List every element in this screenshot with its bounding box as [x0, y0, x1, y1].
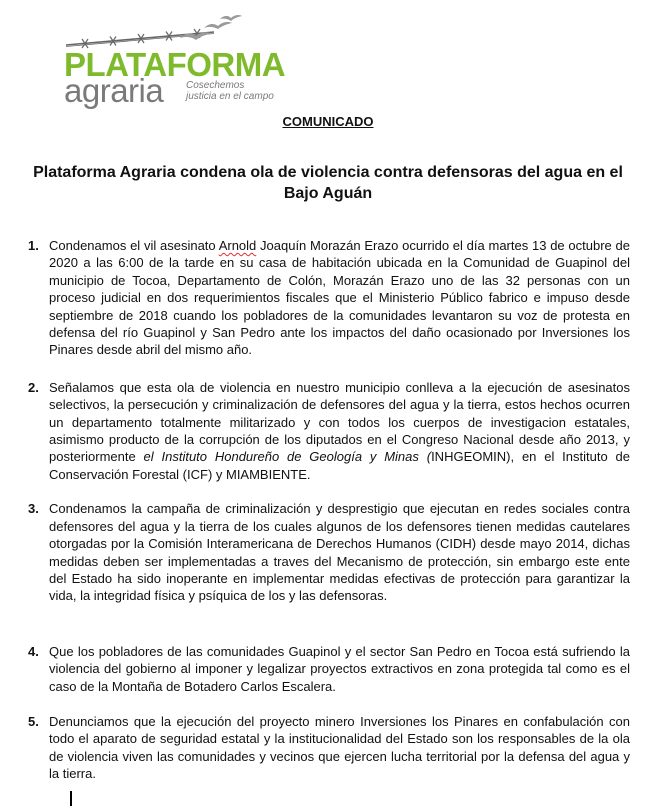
statement-list [28, 237, 630, 783]
item-text: Condenamos el vil asesinato [49, 238, 219, 253]
birds-icon [180, 15, 242, 40]
item-number: 3. [28, 501, 39, 517]
logo-name-part2: agraria [64, 72, 164, 109]
logo-name-part1: PLATAFORMA [64, 46, 286, 83]
list-item [28, 379, 630, 483]
item-text: INHGEOMIN), en el Instituto de Conservación Forestal (ICF) y MIAMBIENTE. [49, 449, 630, 482]
item-number: 1. [28, 238, 39, 253]
item-number: 2. [28, 379, 39, 395]
list-item [28, 713, 630, 783]
italic-text: el Instituto Hondureño de Geología y Minas ( [143, 449, 432, 465]
heading-comunicado: COMUNICADO [282, 114, 374, 129]
misspelled-word: Arnold [218, 238, 257, 253]
list-item [28, 237, 630, 359]
logo-tagline-line1: Cosechemos [186, 80, 245, 91]
page-title: Plataforma Agraria condena ola de violencia contra defensoras del agua en el Bajo Aguán [33, 164, 623, 202]
item-text: Señalamos que esta ola de violencia en nuestro municipio conlleva a la ejecución de asesinatos selectivos, la persecución y criminalización de defensores del agua y la tierra, estos hechos ocurren un departamento totalmente militarizado y con todos los cuerpos de investigacion estatales, asimismo producto de la corrupción de los diputados en el Congreso Nacional desde año 2013, y posteriormente [49, 379, 630, 465]
item-text: Condenamos la campaña de criminalización y desprestigio que ejecutan en redes sociales contra defensores del agua y la tierra de los cuales algunos de los defensores tienen medidas cautelares otorgadas por la Comisión Interamericana de Derechos Humanos (CIDH) desde mayo 2014, dichas medidas deben ser implementadas a traves del Mecanismo de protección, sin embargo este ente del Estado ha sido inoperante en implementar medidas efectivas de protección para garantizar la vida, la integridad física y psíquica de los y las defensoras. [49, 501, 630, 604]
list-item [28, 643, 630, 695]
item-text: Denunciamos que la ejecución del proyecto minero Inversiones los Pinares en confabulación con todo el aparato de seguridad estatal y la institucionalidad del Estado son los responsables de la ola de violencia viven las comunidades y vecinos que ejercen lucha territorial por la defensa del agua y la tierra. [49, 713, 630, 782]
item-text: Joaquín Morazán Erazo ocurrido el día martes 13 de octubre de 2020 a las 6:00 de la tarde en su casa de habitación ubicada en la Comunidad de Guapinol del municipio de Tocoa, Departamento de Colón, Morazán Erazo uno de las 32 personas con un proceso judicial en dos requerimientos fiscales que el Ministerio Público fabrico e impuso desde septiembre de 2018 cuando los pobladores de la comunidades levantaron su voz de protesta en defensa del río Guapinol y San Pedro ante los impactos del daño ocasionado por Inversiones los Pinares desde abril del mismo año. [49, 238, 630, 358]
text-cursor[interactable] [70, 791, 72, 806]
item-text: Que los pobladores de las comunidades Guapinol y el sector San Pedro en Tocoa está sufriendo la violencia del gobierno al imponer y legalizar proyectos extractivos en zona protegida tal como es el caso de la Montaña de Botadero Carlos Escalera. [49, 643, 630, 694]
plataforma-agraria-logo [62, 12, 302, 110]
list-item [28, 500, 630, 604]
item-number: 4. [28, 643, 39, 659]
logo-tagline-line2: justicia en el campo [186, 91, 274, 102]
item-number: 5. [28, 713, 39, 729]
